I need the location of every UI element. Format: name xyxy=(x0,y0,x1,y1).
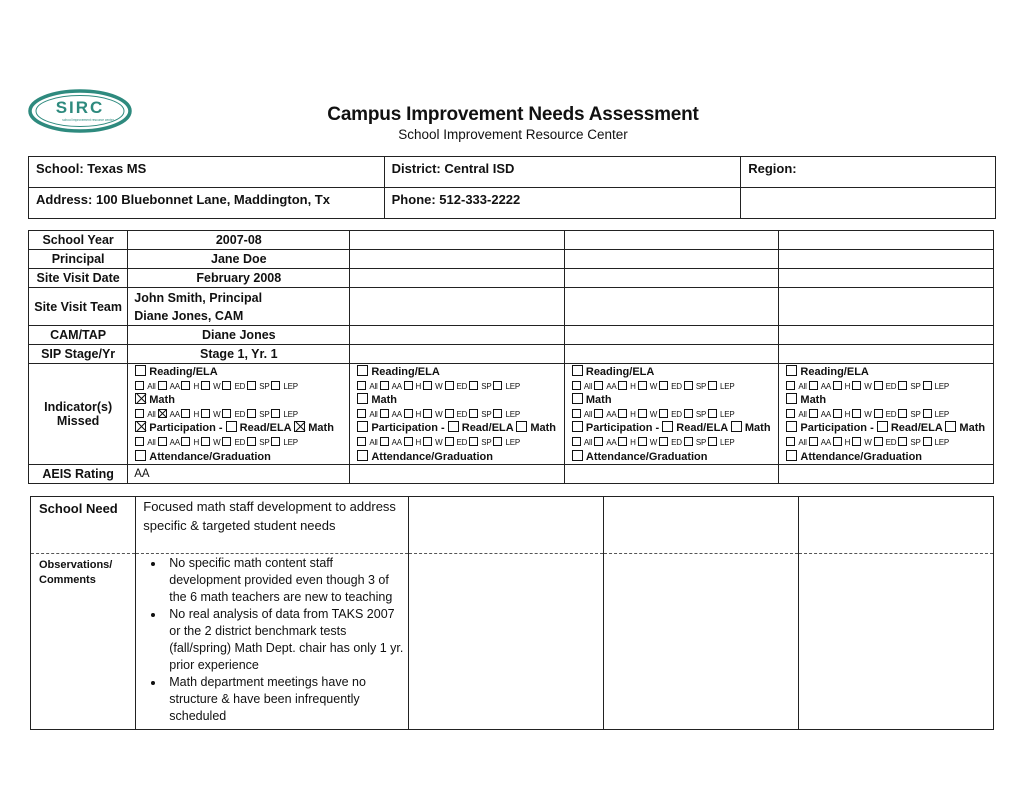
address-field: Address: 100 Bluebonnet Lane, Maddington, Tx xyxy=(29,188,385,219)
subgroup-label: H xyxy=(630,381,636,391)
participation-read-checkbox[interactable] xyxy=(877,421,888,432)
subgroup-label: SP xyxy=(910,381,921,391)
page-title: Campus Improvement Needs Assessment xyxy=(327,104,699,125)
subgroup-checkbox[interactable] xyxy=(493,437,502,446)
subgroup-label: All xyxy=(583,409,593,419)
participation-label: Participation - xyxy=(585,422,660,435)
attendance-checkbox[interactable] xyxy=(786,450,797,461)
reading-checkbox[interactable] xyxy=(786,365,797,376)
attendance-label: Attendance/Graduation xyxy=(371,450,493,463)
subgroup-checkbox[interactable] xyxy=(247,409,256,418)
subgroup-label: W xyxy=(864,409,872,419)
subgroup-label: W xyxy=(864,437,872,447)
observation-item: • Math department meetings have no structure & have been infrequently scheduled xyxy=(165,674,404,725)
subgroup-label: W xyxy=(435,437,443,447)
attendance-checkbox[interactable] xyxy=(135,450,146,461)
subgroup-checkbox[interactable] xyxy=(158,437,167,446)
subgroup-label: AA xyxy=(606,409,617,419)
subgroup-label: ED xyxy=(234,437,246,447)
observation-item: • No real analysis of data from TAKS 2007 or the 2 district benchmark tests (fall/spring) Math Dept. chair has only 1 yr. prior experience xyxy=(165,606,404,674)
sip-stage-value: Stage 1, Yr. 1 xyxy=(128,345,350,364)
cam-tap-value: Diane Jones xyxy=(128,326,350,345)
observations-cell xyxy=(136,554,409,730)
subgroup-label: W xyxy=(649,381,658,391)
participation-read-label: Read/ELA xyxy=(676,422,728,435)
subgroup-label: SP xyxy=(910,409,921,419)
subgroup-checkbox[interactable] xyxy=(445,409,454,418)
phone-field: Phone: 512-333-2222 xyxy=(384,188,741,219)
subgroup-checkbox[interactable] xyxy=(469,381,478,390)
reading-label: Reading/ELA xyxy=(371,366,440,378)
subgroup-checkbox[interactable] xyxy=(572,437,581,446)
subgroup-checkbox[interactable] xyxy=(572,409,581,418)
subgroup-label: SP xyxy=(481,437,492,447)
participation-read-label: Read/ELA xyxy=(461,422,514,435)
subgroup-label: LEP xyxy=(720,437,735,447)
subgroup-checkbox[interactable] xyxy=(638,437,647,446)
participation-label: Participation - xyxy=(149,422,223,435)
subgroup-checkbox[interactable] xyxy=(201,437,210,446)
subgroup-label: W xyxy=(649,409,658,419)
subgroup-label: All xyxy=(798,381,807,391)
subgroup-checkbox[interactable] xyxy=(659,437,668,446)
observations-list xyxy=(143,555,404,725)
subgroup-label: H xyxy=(193,409,200,419)
subgroup-label: All xyxy=(369,381,378,391)
subgroup-checkbox[interactable] xyxy=(809,381,818,390)
subgroup-checkbox[interactable] xyxy=(135,409,144,418)
subgroup-label: SP xyxy=(481,409,492,419)
subgroup-label: AA xyxy=(606,437,617,447)
math-checkbox[interactable] xyxy=(786,393,797,404)
subgroup-checkbox[interactable] xyxy=(247,437,256,446)
subgroup-checkbox[interactable] xyxy=(181,381,190,390)
subgroup-label: AA xyxy=(820,381,831,391)
reading-checkbox[interactable] xyxy=(572,365,583,376)
subgroup-checkbox[interactable] xyxy=(659,409,668,418)
subgroup-checkbox[interactable] xyxy=(874,381,883,390)
subgroup-label: H xyxy=(844,381,851,391)
subgroup-checkbox[interactable] xyxy=(618,437,627,446)
subgroup-label: All xyxy=(583,381,593,391)
subgroup-checkbox[interactable] xyxy=(135,381,144,390)
school-field: School: Texas MS xyxy=(29,157,385,188)
subgroup-checkbox[interactable] xyxy=(923,437,932,446)
campus-profile-table xyxy=(28,230,994,484)
subgroup-checkbox[interactable] xyxy=(222,409,231,418)
subgroup-label: All xyxy=(583,437,593,447)
subgroup-label: LEP xyxy=(505,409,520,419)
site-visit-team-label: Site Visit Team xyxy=(29,288,128,326)
subgroup-checkbox[interactable] xyxy=(594,381,603,390)
subgroup-checkbox[interactable] xyxy=(708,437,717,446)
sip-stage-label: SIP Stage/Yr xyxy=(29,345,128,364)
subgroup-checkbox[interactable] xyxy=(852,381,861,390)
subgroup-label: ED xyxy=(456,437,468,447)
subgroup-label: SP xyxy=(259,437,270,447)
subgroup-label: LEP xyxy=(283,437,298,447)
subgroup-label: W xyxy=(864,381,872,391)
subgroup-label: SP xyxy=(910,437,921,447)
school-need-text: Focused math staff development to address specific & targeted student needs xyxy=(136,497,409,554)
subgroup-checkbox[interactable] xyxy=(445,437,454,446)
subgroup-label: SP xyxy=(695,437,706,447)
subgroup-checkbox[interactable] xyxy=(786,409,795,418)
subgroup-checkbox[interactable] xyxy=(786,381,795,390)
subgroup-checkbox[interactable] xyxy=(852,409,861,418)
subgroup-label: H xyxy=(415,381,422,391)
participation-read-checkbox[interactable] xyxy=(662,421,673,432)
subgroup-checkbox[interactable] xyxy=(423,437,432,446)
indicators-missed-label: Indicator(s) Missed xyxy=(29,364,128,465)
subgroup-label: ED xyxy=(456,409,468,419)
aeis-rating-label: AEIS Rating xyxy=(29,465,128,484)
subgroup-label: AA xyxy=(820,409,831,419)
participation-label: Participation - xyxy=(371,422,445,435)
school-info-table xyxy=(28,156,996,219)
logo-tagline: school improvement resource center xyxy=(62,118,114,122)
subgroup-checkbox[interactable] xyxy=(158,381,167,390)
subgroup-checkbox[interactable] xyxy=(222,437,231,446)
school-year-value: 2007-08 xyxy=(128,231,350,250)
subgroup-checkbox[interactable] xyxy=(357,381,366,390)
subgroup-label: AA xyxy=(606,381,617,391)
subgroup-checkbox[interactable] xyxy=(158,409,167,418)
school-year-label: School Year xyxy=(29,231,128,250)
subgroup-checkbox[interactable] xyxy=(923,381,932,390)
subgroup-label: ED xyxy=(671,409,682,419)
attendance-label: Attendance/Graduation xyxy=(585,450,708,463)
subgroup-checkbox[interactable] xyxy=(469,437,478,446)
subgroup-label: H xyxy=(415,409,422,419)
reading-checkbox[interactable] xyxy=(135,365,146,376)
math-checkbox[interactable] xyxy=(572,393,583,404)
math-checkbox[interactable] xyxy=(135,393,146,404)
site-visit-date-label: Site Visit Date xyxy=(29,269,128,288)
participation-read-label: Read/ELA xyxy=(239,422,292,435)
participation-checkbox[interactable] xyxy=(357,421,368,432)
subgroup-label: All xyxy=(798,409,807,419)
subgroup-checkbox[interactable] xyxy=(181,409,190,418)
attendance-checkbox[interactable] xyxy=(357,450,368,461)
region-field: Region: xyxy=(741,157,996,188)
subgroup-checkbox[interactable] xyxy=(380,409,389,418)
subgroup-label: H xyxy=(193,437,200,447)
subgroup-label: H xyxy=(630,437,636,447)
subgroup-checkbox[interactable] xyxy=(181,437,190,446)
subgroup-label: AA xyxy=(391,437,402,447)
subgroup-label: W xyxy=(649,437,658,447)
participation-math-checkbox[interactable] xyxy=(945,421,956,432)
subgroup-label: All xyxy=(147,381,156,391)
participation-checkbox[interactable] xyxy=(786,421,797,432)
math-label: Math xyxy=(800,394,827,407)
reading-checkbox[interactable] xyxy=(357,365,368,376)
math-label: Math xyxy=(371,394,398,407)
subgroup-label: LEP xyxy=(720,409,735,419)
subgroup-checkbox[interactable] xyxy=(874,409,883,418)
subgroup-label: ED xyxy=(885,381,897,391)
site-visit-team-value xyxy=(128,288,350,326)
subgroup-checkbox[interactable] xyxy=(271,437,280,446)
participation-math-checkbox[interactable] xyxy=(516,421,527,432)
subgroup-checkbox[interactable] xyxy=(594,437,603,446)
subgroup-label: H xyxy=(193,381,200,391)
school-need-label: School Need xyxy=(31,497,136,554)
subgroup-checkbox[interactable] xyxy=(380,381,389,390)
subgroup-checkbox[interactable] xyxy=(898,437,907,446)
subgroup-checkbox[interactable] xyxy=(684,409,693,418)
subgroup-label: ED xyxy=(234,381,246,391)
subgroup-label: H xyxy=(415,437,422,447)
subgroup-checkbox[interactable] xyxy=(594,409,603,418)
subgroup-label: ED xyxy=(671,381,682,391)
attendance-label: Attendance/Graduation xyxy=(149,450,271,463)
subgroup-label: SP xyxy=(259,409,270,419)
participation-read-checkbox[interactable] xyxy=(448,421,459,432)
subgroup-checkbox[interactable] xyxy=(708,381,717,390)
subgroup-label: W xyxy=(213,437,221,447)
subgroup-label: ED xyxy=(234,409,246,419)
subgroup-label: All xyxy=(798,437,807,447)
principal-value: Jane Doe xyxy=(128,250,350,269)
participation-read-label: Read/ELA xyxy=(890,422,943,435)
subgroup-checkbox[interactable] xyxy=(493,381,502,390)
subgroup-checkbox[interactable] xyxy=(923,409,932,418)
aeis-rating-value: AA xyxy=(128,465,350,484)
subgroup-label: AA xyxy=(169,437,180,447)
site-visit-team-member: John Smith, Principal xyxy=(134,290,263,305)
subgroup-label: ED xyxy=(671,437,682,447)
subgroup-checkbox[interactable] xyxy=(404,381,413,390)
subgroup-label: ED xyxy=(456,381,468,391)
indicator-column xyxy=(128,364,350,465)
subgroup-checkbox[interactable] xyxy=(423,409,432,418)
subgroup-label: H xyxy=(630,409,636,419)
subgroup-label: LEP xyxy=(505,381,520,391)
subgroup-checkbox[interactable] xyxy=(638,409,647,418)
subgroup-label: AA xyxy=(169,409,180,419)
subgroup-label: H xyxy=(844,437,851,447)
participation-read-checkbox[interactable] xyxy=(226,421,237,432)
subgroup-checkbox[interactable] xyxy=(357,437,366,446)
subgroup-checkbox[interactable] xyxy=(380,437,389,446)
subgroup-label: SP xyxy=(481,381,492,391)
participation-math-label: Math xyxy=(744,422,771,435)
cam-tap-label: CAM/TAP xyxy=(29,326,128,345)
participation-checkbox[interactable] xyxy=(572,421,583,432)
math-label: Math xyxy=(149,394,175,407)
site-visit-team-member: Diane Jones, CAM xyxy=(134,308,244,323)
subgroup-checkbox[interactable] xyxy=(271,381,280,390)
subgroup-checkbox[interactable] xyxy=(786,437,795,446)
subgroup-checkbox[interactable] xyxy=(618,409,627,418)
subgroup-label: SP xyxy=(695,409,706,419)
subgroup-checkbox[interactable] xyxy=(201,381,210,390)
observations-label: Observations/ Comments xyxy=(31,554,136,730)
observation-item: • No specific math content staff development provided even though 3 of the 6 math teachers are new to teaching xyxy=(165,555,404,606)
subgroup-checkbox[interactable] xyxy=(833,437,842,446)
attendance-label: Attendance/Graduation xyxy=(800,450,923,463)
subgroup-checkbox[interactable] xyxy=(618,381,627,390)
indicator-column xyxy=(564,364,779,465)
indicator-column xyxy=(350,364,565,465)
subgroup-checkbox[interactable] xyxy=(852,437,861,446)
subgroup-checkbox[interactable] xyxy=(469,409,478,418)
subgroup-checkbox[interactable] xyxy=(404,409,413,418)
site-visit-date-value: February 2008 xyxy=(128,269,350,288)
participation-math-label: Math xyxy=(308,422,334,435)
math-label: Math xyxy=(585,394,612,407)
subgroup-label: LEP xyxy=(934,437,950,447)
subgroup-label: AA xyxy=(820,437,831,447)
subgroup-label: SP xyxy=(695,381,706,391)
subgroup-label: W xyxy=(435,409,443,419)
page-subtitle: School Improvement Resource Center xyxy=(398,127,628,142)
subgroup-checkbox[interactable] xyxy=(423,381,432,390)
participation-math-label: Math xyxy=(959,422,986,435)
school-need-table xyxy=(30,496,994,730)
subgroup-label: W xyxy=(435,381,443,391)
reading-label: Reading/ELA xyxy=(149,366,218,378)
subgroup-label: LEP xyxy=(934,381,950,391)
empty-cell xyxy=(741,188,996,219)
subgroup-checkbox[interactable] xyxy=(708,409,717,418)
participation-math-label: Math xyxy=(530,422,557,435)
subgroup-checkbox[interactable] xyxy=(357,409,366,418)
district-field: District: Central ISD xyxy=(384,157,741,188)
subgroup-checkbox[interactable] xyxy=(638,381,647,390)
subgroup-checkbox[interactable] xyxy=(809,437,818,446)
subgroup-label: All xyxy=(369,409,378,419)
subgroup-label: ED xyxy=(885,409,897,419)
attendance-checkbox[interactable] xyxy=(572,450,583,461)
reading-label: Reading/ELA xyxy=(800,366,869,378)
subgroup-checkbox[interactable] xyxy=(201,409,210,418)
subgroup-checkbox[interactable] xyxy=(247,381,256,390)
subgroup-checkbox[interactable] xyxy=(445,381,454,390)
subgroup-label: W xyxy=(213,381,221,391)
subgroup-label: ED xyxy=(885,437,897,447)
subgroup-label: AA xyxy=(391,381,402,391)
subgroup-checkbox[interactable] xyxy=(684,437,693,446)
participation-math-checkbox[interactable] xyxy=(731,421,742,432)
subgroup-checkbox[interactable] xyxy=(809,409,818,418)
indicator-column xyxy=(779,364,994,465)
subgroup-checkbox[interactable] xyxy=(898,409,907,418)
logo-text: SIRC xyxy=(55,98,105,117)
principal-label: Principal xyxy=(29,250,128,269)
math-checkbox[interactable] xyxy=(357,393,368,404)
subgroup-checkbox[interactable] xyxy=(271,409,280,418)
subgroup-label: AA xyxy=(169,381,180,391)
subgroup-label: H xyxy=(844,409,851,419)
subgroup-label: All xyxy=(369,437,378,447)
subgroup-checkbox[interactable] xyxy=(833,409,842,418)
subgroup-checkbox[interactable] xyxy=(572,381,581,390)
subgroup-label: LEP xyxy=(283,381,298,391)
subgroup-label: LEP xyxy=(934,409,950,419)
subgroup-label: AA xyxy=(391,409,402,419)
reading-label: Reading/ELA xyxy=(585,366,655,378)
subgroup-checkbox[interactable] xyxy=(659,381,668,390)
subgroup-checkbox[interactable] xyxy=(684,381,693,390)
subgroup-label: LEP xyxy=(283,409,298,419)
subgroup-checkbox[interactable] xyxy=(898,381,907,390)
participation-math-checkbox[interactable] xyxy=(294,421,305,432)
subgroup-label: SP xyxy=(259,381,270,391)
subgroup-checkbox[interactable] xyxy=(833,381,842,390)
subgroup-checkbox[interactable] xyxy=(493,409,502,418)
subgroup-label: LEP xyxy=(505,437,520,447)
subgroup-label: LEP xyxy=(720,381,735,391)
subgroup-label: All xyxy=(147,437,156,447)
subgroup-label: W xyxy=(213,409,221,419)
subgroup-checkbox[interactable] xyxy=(222,381,231,390)
participation-label: Participation - xyxy=(800,422,874,435)
subgroup-checkbox[interactable] xyxy=(874,437,883,446)
participation-checkbox[interactable] xyxy=(135,421,146,432)
subgroup-checkbox[interactable] xyxy=(135,437,144,446)
subgroup-checkbox[interactable] xyxy=(404,437,413,446)
subgroup-label: All xyxy=(147,409,156,419)
